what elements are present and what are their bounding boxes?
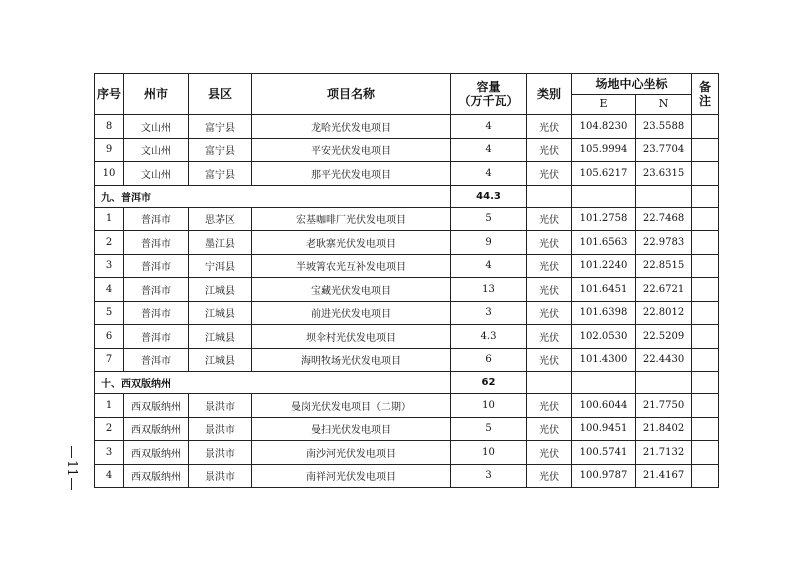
cell-capacity: 4 [451,162,527,186]
header-capacity-line1: 容量 [476,80,501,94]
cell-category: 光伏 [527,162,572,186]
cell-coord-n: 22.8012 [636,301,692,325]
cell-capacity: 4 [451,138,527,162]
cell-project-name: 南沙河光伏发电项目 [252,441,451,465]
cell-county: 江城县 [189,301,252,325]
cell-coord-e: 100.6044 [572,394,636,418]
cell-coord-n: 23.6315 [636,162,692,186]
header-coord-e: E [572,94,636,115]
page-number [62,440,80,496]
page-number-dash-bottom [71,478,72,490]
cell-seq: 6 [95,325,124,349]
cell-category: 光伏 [527,138,572,162]
cell-city: 西双版纳州 [124,464,189,488]
cell-note [692,278,719,302]
cell-seq: 1 [95,394,124,418]
cell-note [692,207,719,231]
cell-coord-e: 105.6217 [572,162,636,186]
cell-note [692,162,719,186]
cell-category: 光伏 [527,325,572,349]
cell-coord-n: 22.9783 [636,231,692,255]
cell-city: 普洱市 [124,301,189,325]
cell-city: 普洱市 [124,278,189,302]
cell-category [527,372,572,394]
cell-seq: 3 [95,441,124,465]
cell-coord-n: 23.5588 [636,115,692,139]
cell-capacity: 3 [451,301,527,325]
cell-project-name: 老耿寨光伏发电项目 [252,231,451,255]
cell-capacity: 5 [451,207,527,231]
cell-seq: 9 [95,138,124,162]
table-row [95,464,719,488]
table-row [95,138,719,162]
cell-note [692,138,719,162]
cell-note [692,464,719,488]
cell-capacity: 10 [451,394,527,418]
table-row [95,417,719,441]
cell-county: 墨江县 [189,231,252,255]
cell-seq: 10 [95,162,124,186]
header-coord-n: N [636,94,692,115]
cell-coord-n [636,372,692,394]
cell-coord-e [572,185,636,207]
cell-note [692,254,719,278]
cell-project-name: 曼岗光伏发电项目（二期） [252,394,451,418]
cell-note [692,417,719,441]
cell-city: 普洱市 [124,348,189,372]
cell-coord-n: 21.4167 [636,464,692,488]
cell-category: 光伏 [527,278,572,302]
header-capacity [451,74,527,115]
cell-coord-e: 101.6398 [572,301,636,325]
cell-category [527,185,572,207]
cell-capacity: 9 [451,231,527,255]
cell-seq: 1 [95,207,124,231]
cell-coord-e: 101.2240 [572,254,636,278]
cell-county: 江城县 [189,325,252,349]
cell-category: 光伏 [527,394,572,418]
cell-coord-n: 22.5209 [636,325,692,349]
cell-project-name: 龙哈光伏发电项目 [252,115,451,139]
cell-coord-e: 100.9451 [572,417,636,441]
cell-project-name: 曼扫光伏发电项目 [252,417,451,441]
cell-seq: 4 [95,464,124,488]
cell-note [692,301,719,325]
cell-seq: 3 [95,254,124,278]
cell-category: 光伏 [527,464,572,488]
cell-project-name: 宝藏光伏发电项目 [252,278,451,302]
page-number-text: 11 [64,459,79,477]
table-row [95,115,719,139]
cell-city: 文山州 [124,162,189,186]
cell-note [692,115,719,139]
cell-coord-n [636,185,692,207]
cell-county: 景洪市 [189,441,252,465]
cell-county: 宁洱县 [189,254,252,278]
cell-coord-e: 101.6451 [572,278,636,302]
cell-county: 富宁县 [189,138,252,162]
cell-capacity: 3 [451,464,527,488]
cell-city: 普洱市 [124,325,189,349]
table-body [95,115,719,488]
cell-category: 光伏 [527,417,572,441]
cell-coord-n: 21.7750 [636,394,692,418]
cell-project-name: 南祥河光伏发电项目 [252,464,451,488]
cell-coord-n: 22.6721 [636,278,692,302]
cell-city: 文山州 [124,115,189,139]
table-row [95,254,719,278]
cell-city: 文山州 [124,138,189,162]
cell-capacity: 6 [451,348,527,372]
cell-coord-e: 104.8230 [572,115,636,139]
header-seq: 序号 [95,74,124,115]
cell-coord-e: 100.5741 [572,441,636,465]
cell-note [692,441,719,465]
cell-seq: 8 [95,115,124,139]
section-title: 九、普洱市 [95,185,451,207]
cell-capacity: 10 [451,441,527,465]
section-title: 十、西双版纳州 [95,372,451,394]
cell-county: 富宁县 [189,115,252,139]
section-total-capacity: 62 [451,372,527,394]
header-county: 县区 [189,74,252,115]
cell-coord-e: 101.6563 [572,231,636,255]
page-number-dash-top [71,446,72,458]
table-row [95,162,719,186]
cell-note [692,394,719,418]
cell-project-name: 那平光伏发电项目 [252,162,451,186]
cell-county: 江城县 [189,348,252,372]
cell-category: 光伏 [527,231,572,255]
header-coordinates: 场地中心坐标 [572,74,692,95]
table-row [95,394,719,418]
cell-seq: 2 [95,231,124,255]
cell-coord-n: 22.4430 [636,348,692,372]
project-table [94,73,719,488]
cell-coord-e: 102.0530 [572,325,636,349]
table-row [95,441,719,465]
header-city: 州市 [124,74,189,115]
cell-county: 景洪市 [189,464,252,488]
cell-note [692,325,719,349]
cell-project-name: 平安光伏发电项目 [252,138,451,162]
header-capacity-line2: （万千瓦） [458,94,519,108]
cell-coord-e [572,372,636,394]
cell-coord-e: 105.9994 [572,138,636,162]
cell-capacity: 5 [451,417,527,441]
cell-coord-n: 22.7468 [636,207,692,231]
cell-capacity: 4 [451,254,527,278]
cell-project-name: 前进光伏发电项目 [252,301,451,325]
cell-category: 光伏 [527,254,572,278]
cell-note [692,348,719,372]
cell-county: 江城县 [189,278,252,302]
table-row [95,301,719,325]
cell-project-name: 海明牧场光伏发电项目 [252,348,451,372]
cell-coord-e: 100.9787 [572,464,636,488]
cell-category: 光伏 [527,301,572,325]
cell-city: 普洱市 [124,254,189,278]
cell-city: 西双版纳州 [124,441,189,465]
cell-seq: 5 [95,301,124,325]
cell-seq: 7 [95,348,124,372]
cell-seq: 2 [95,417,124,441]
cell-coord-e: 101.2758 [572,207,636,231]
cell-project-name: 半坡箐农光互补发电项目 [252,254,451,278]
table-row [95,325,719,349]
cell-coord-n: 21.7132 [636,441,692,465]
cell-project-name: 宏基咖啡厂光伏发电项目 [252,207,451,231]
table-row [95,278,719,302]
cell-county: 景洪市 [189,394,252,418]
cell-note [692,185,719,207]
section-row-puer [95,185,719,207]
cell-project-name: 坝伞村光伏发电项目 [252,325,451,349]
cell-category: 光伏 [527,207,572,231]
cell-county: 思茅区 [189,207,252,231]
cell-county: 景洪市 [189,417,252,441]
cell-note [692,231,719,255]
cell-coord-e: 101.4300 [572,348,636,372]
cell-coord-n: 21.8402 [636,417,692,441]
cell-capacity: 13 [451,278,527,302]
table-header [95,74,719,115]
cell-city: 西双版纳州 [124,394,189,418]
table-row [95,207,719,231]
cell-category: 光伏 [527,115,572,139]
section-total-capacity: 44.3 [451,185,527,207]
header-project-name: 项目名称 [252,74,451,115]
cell-coord-n: 23.7704 [636,138,692,162]
cell-category: 光伏 [527,348,572,372]
header-note: 备注 [692,74,719,115]
cell-capacity: 4 [451,115,527,139]
cell-city: 普洱市 [124,231,189,255]
cell-note [692,372,719,394]
table-row [95,231,719,255]
cell-seq: 4 [95,278,124,302]
cell-coord-n: 22.8515 [636,254,692,278]
header-category: 类别 [527,74,572,115]
cell-city: 西双版纳州 [124,417,189,441]
cell-city: 普洱市 [124,207,189,231]
cell-county: 富宁县 [189,162,252,186]
cell-capacity: 4.3 [451,325,527,349]
cell-category: 光伏 [527,441,572,465]
table-row [95,348,719,372]
section-row-xishuangbanna [95,372,719,394]
